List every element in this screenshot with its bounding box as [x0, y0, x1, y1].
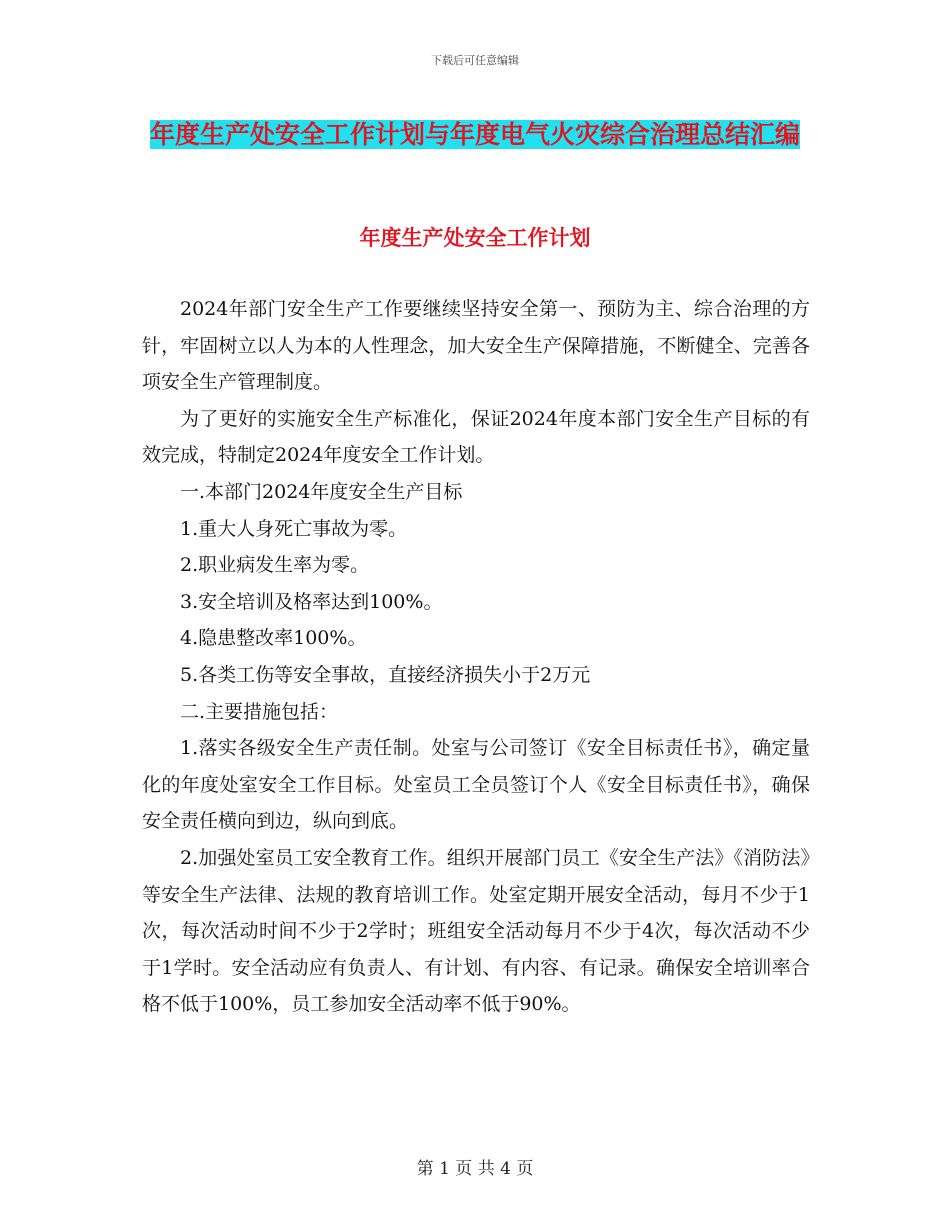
paragraph: 2.加强处室员工安全教育工作。组织开展部门员工《安全生产法》《消防法》等安全生产法律、法规的教育培训工作。处室定期开展安全活动，每月不少于1次，每次活动时间不少于2学时；班组安全活动每月不少于4次，每次活动不少于1学时。安全活动应有负责人、有计划、有内容、有记录。确保安全培训率合格不低于100%，员工参加安全活动率不低于90%。 — [142, 846, 810, 1016]
paragraph: 1.重大人身死亡事故为零。 — [180, 517, 408, 540]
section-title: 年度生产处安全工作计划 — [359, 226, 591, 250]
paragraph: 为了更好的实施安全生产标准化，保证2024年度本部门安全生产目标的有效完成，特制定2024年度安全工作计划。 — [142, 407, 810, 467]
paragraph: 一.本部门2024年度安全生产目标 — [180, 480, 463, 503]
paragraph: 2.职业病发生率为零。 — [180, 554, 370, 577]
page-header: 下载后可任意编辑 — [431, 54, 519, 67]
paragraph: 5.各类工伤等安全事故，直接经济损失小于2万元 — [180, 663, 591, 686]
paragraph: 1.落实各级安全生产责任制。处室与公司签订《安全目标责任书》，确定量化的年度处室安全工作目标。处室员工全员签订个人《安全目标责任书》，确保安全责任横向到边，纵向到底。 — [142, 737, 810, 833]
document-title-block — [150, 112, 800, 158]
document-body — [142, 291, 810, 1023]
paragraph: 3.安全培训及格率达到100%。 — [180, 590, 443, 613]
paragraph: 2024年部门安全生产工作要继续坚持安全第一、预防为主、综合治理的方针，牢固树立以人为本的人性理念，加大安全生产保障措施，不断健全、完善各项安全生产管理制度。 — [142, 298, 810, 394]
page-footer: 第 1 页 共 4 页 — [416, 1159, 534, 1179]
document-title: 年度生产处安全工作计划与年度电气火灾综合治理总结汇编 — [150, 120, 801, 149]
paragraph: 4.隐患整改率100%。 — [180, 627, 367, 650]
paragraph: 二.主要措施包括： — [180, 700, 339, 723]
